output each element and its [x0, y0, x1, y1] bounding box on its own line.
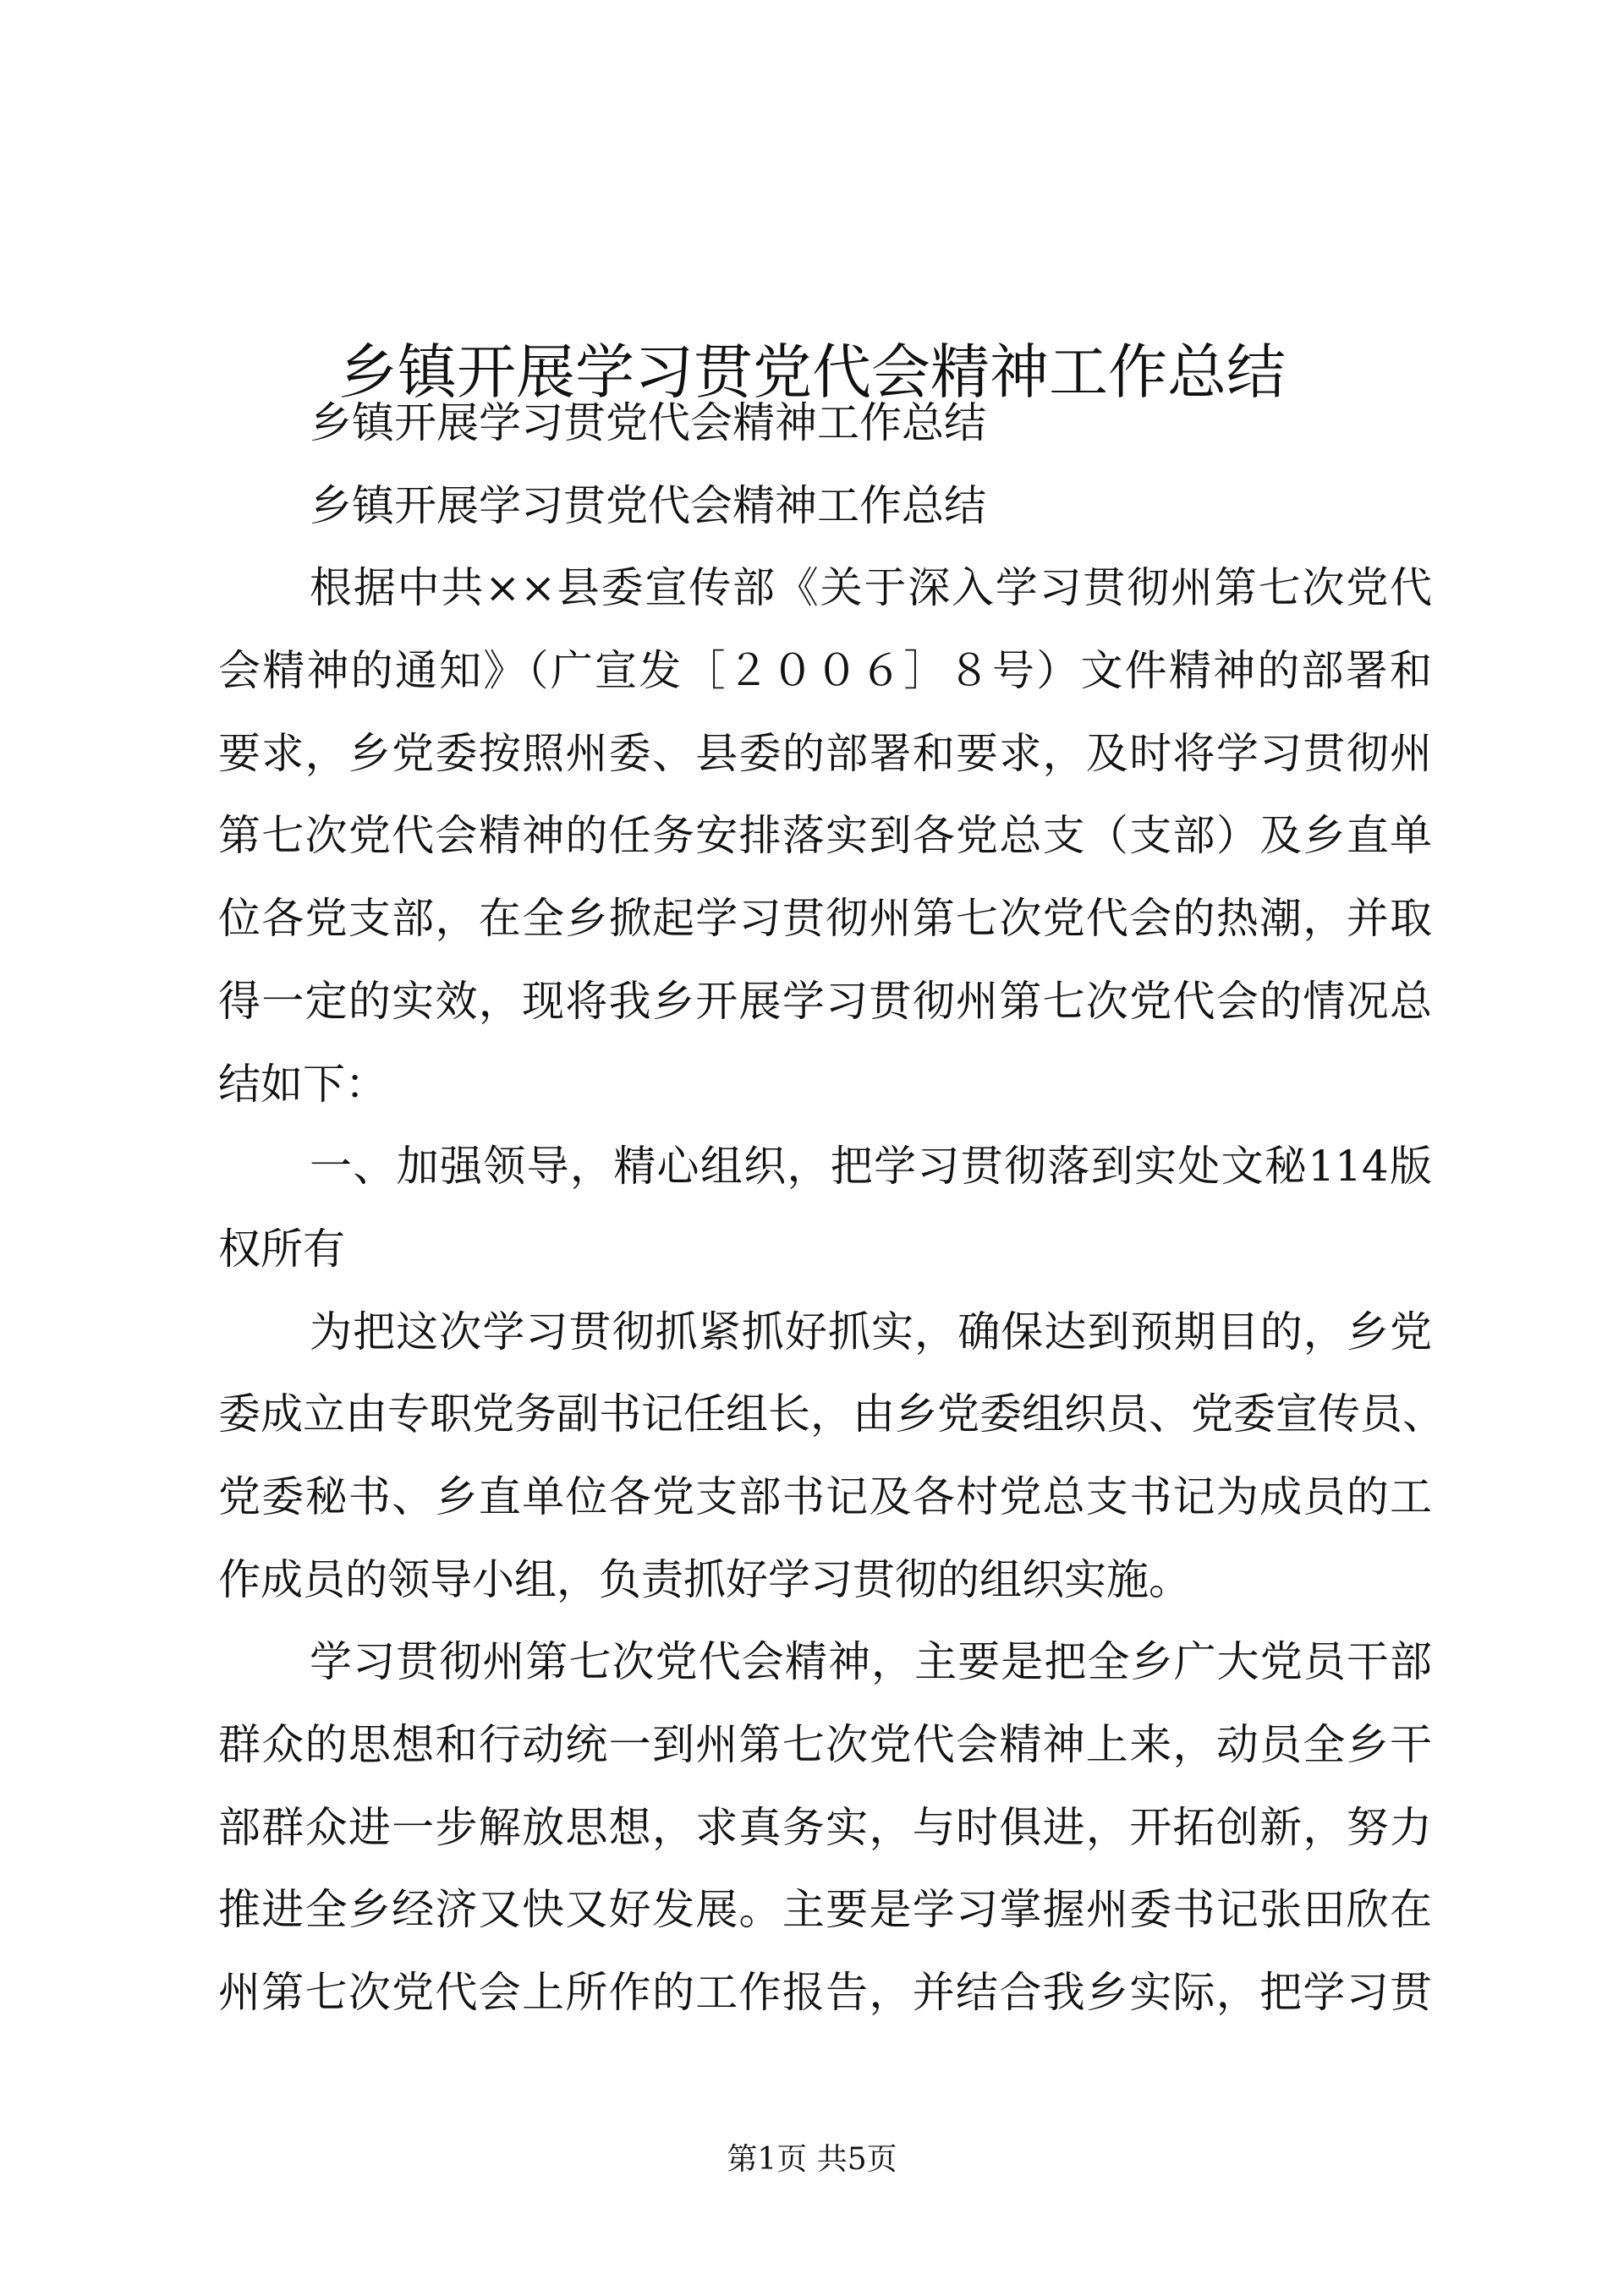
text-line: 州第七次党代会上所作的工作报告，并结合我乡实际，把学习贯: [218, 1968, 1432, 2018]
text-line: 要求，乡党委按照州委、县委的部署和要求，及时将学习贯彻州: [218, 728, 1432, 778]
text-line: 乡镇开展学习贯党代会精神工作总结: [310, 480, 986, 530]
text-line: 一、加强领导，精心组织，把学习贯彻落到实处文秘114版: [310, 1142, 1432, 1192]
text-line: 学习贯彻州第七次党代会精神，主要是把全乡广大党员干部: [310, 1637, 1432, 1687]
document-body: [218, 382, 1445, 2035]
paragraph: [218, 465, 1432, 548]
text-line: 群众的思想和行动统一到州第七次党代会精神上来，动员全乡干: [218, 1720, 1432, 1769]
page-footer: 第1页 共5页: [727, 2142, 897, 2177]
paragraph: [218, 1621, 1432, 2034]
text-line: 结如下：: [218, 1059, 387, 1109]
text-line: 位各党支部，在全乡掀起学习贯彻州第七次党代会的热潮，并取: [218, 894, 1432, 944]
paragraph: [218, 382, 1432, 465]
text-line: 乡镇开展学习贯党代会精神工作总结: [310, 398, 986, 447]
text-line: 作成员的领导小组，负责抓好学习贯彻的组织实施。: [218, 1554, 1191, 1604]
text-line: 部群众进一步解放思想，求真务实，与时俱进，开拓创新，努力: [218, 1802, 1432, 1852]
text-line: 根据中共××县委宣传部《关于深入学习贯彻州第七次党代: [310, 563, 1432, 613]
text-line: 党委秘书、乡直单位各党支部书记及各村党总支书记为成员的工: [218, 1471, 1432, 1521]
paragraph: [218, 1291, 1445, 1622]
text-line: 会精神的通知》（广宣发［２００６］８号）文件精神的部署和: [218, 646, 1432, 696]
text-line: 为把这次学习贯彻抓紧抓好抓实，确保达到预期目的，乡党: [310, 1307, 1432, 1356]
text-line: 得一定的实效，现将我乡开展学习贯彻州第七次党代会的情况总: [218, 976, 1432, 1026]
document-title: 乡镇开展学习贯党代会精神工作总结: [338, 337, 1286, 407]
text-line: 推进全乡经济又快又好发展。主要是学习掌握州委书记张田欣在: [218, 1885, 1432, 1935]
text-line: 第七次党代会精神的任务安排落实到各党总支（支部）及乡直单: [218, 811, 1432, 861]
paragraph: [218, 547, 1432, 1126]
text-line: 权所有: [218, 1224, 345, 1274]
text-line: 委成立由专职党务副书记任组长，由乡党委组织员、党委宣传员、: [218, 1389, 1445, 1439]
paragraph: [218, 1126, 1432, 1290]
